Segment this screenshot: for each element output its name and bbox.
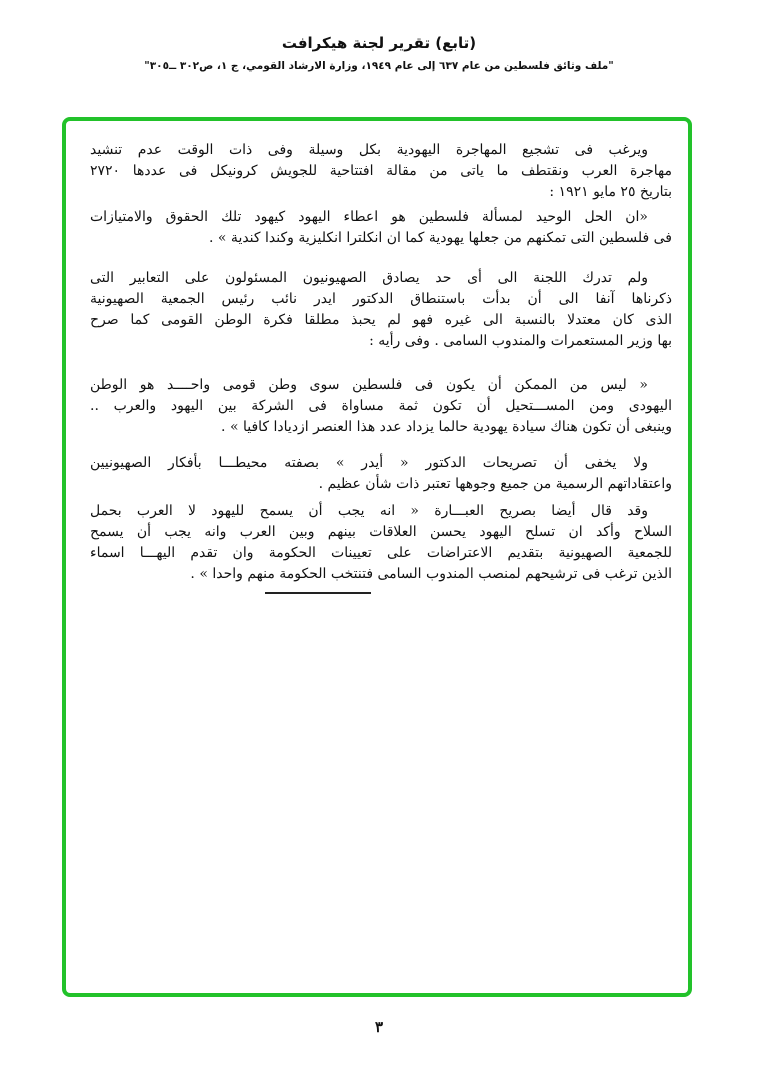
paragraph-6-line: للجمعية الصهيونية بتقديم الاعتراضات على تعيينات الحكومة وان تقدم اليهـــا اسماء [90, 545, 672, 561]
paragraph-4-line: اليهودى ومن المســـتحيل أن تكون ثمة مساواة فى الشركة بين اليهود والعرب .. [90, 398, 672, 414]
paragraph-5-line: واعتقاداتهم الرسمية من جميع وجوهها تعتبر ذات شأن عظيم . [318, 476, 672, 492]
paragraph-2-line: «ان الحل الوحيد لمسألة فلسطين هو اعطاء اليهود كيهود تلك الحقوق والامتيازات [90, 209, 648, 225]
paragraph-3-line: ولم تدرك اللجنة الى أى حد يصادق الصهيونيون المسئولون على التعابير التى [90, 270, 648, 286]
paragraph-2-line: فى فلسطين التى تمكنهم من جعلها يهودية كما ان انكلترا انكليزية وكندا كندية » . [209, 230, 672, 246]
closing-rule [265, 592, 371, 594]
paragraph-1-line: ويرغب فى تشجيع المهاجرة اليهودية بكل وسيلة وفى ذات الوقت عدم تنشيد [90, 142, 648, 158]
paragraph-3-line: ذكرناها آنفا الى أن بدأت باستنطاق الدكتور ايدر نائب رئيس الجمعية الصهيونية [90, 291, 672, 307]
paragraph-4-line: وينبغى أن تكون هناك سيادة يهودية حالما يزداد عدد هذا العنصر ازديادا كافيا » . [221, 419, 672, 435]
paragraph-3-line: الذى كان معتدلا بالنسبة الى غيره فهو لم يحبذ مطلقا فكرة الوطن القومى كما صرح [90, 312, 672, 328]
paragraph-6-line: السلاح وأكد ان تسلح اليهود يحسن العلاقات بينهم وبين العرب وانه يجب أن يسمح [90, 524, 672, 540]
paragraph-6-line: الذين ترغب فى ترشيحهم لمنصب المندوب السامى فتنتخب الحكومة منهم واحدا » . [190, 566, 672, 582]
page-number: ٣ [374, 1018, 384, 1036]
paragraph-3-line: بها وزير المستعمرات والمندوب السامى . وفى رأيه : [369, 333, 672, 349]
paragraph-6-line: وقد قال أيضا بصريح العبـــارة « انه يجب أن يسمح لليهود لا العرب بحمل [90, 503, 648, 519]
paragraph-1-line: مهاجرة العرب ونقتطف ما ياتى من مقالة افتتاحية للجويش كرونيكل فى عددها ٢٧٢٠ [90, 163, 672, 179]
document-source: "ملف وثائق فلسطين من عام ٦٣٧ إلى عام ١٩٤٩، وزارة الارشاد القومي، ج ١، ص٣٠٢ ــ٣٠٥" [144, 60, 614, 72]
paragraph-1-line: بتاريخ ٢٥ مايو ١٩٢١ : [549, 184, 672, 200]
paragraph-4-line: « ليس من الممكن أن يكون فى فلسطين سوى وطن قومى واحــــد هو الوطن [90, 377, 648, 393]
document-title: (تابع) تقرير لجنة هيكرافت [281, 34, 477, 52]
paragraph-5-line: ولا يخفى أن تصريحات الدكتور « أيدر » بصفته محيطـــا بأفكار الصهيونيين [90, 455, 648, 471]
